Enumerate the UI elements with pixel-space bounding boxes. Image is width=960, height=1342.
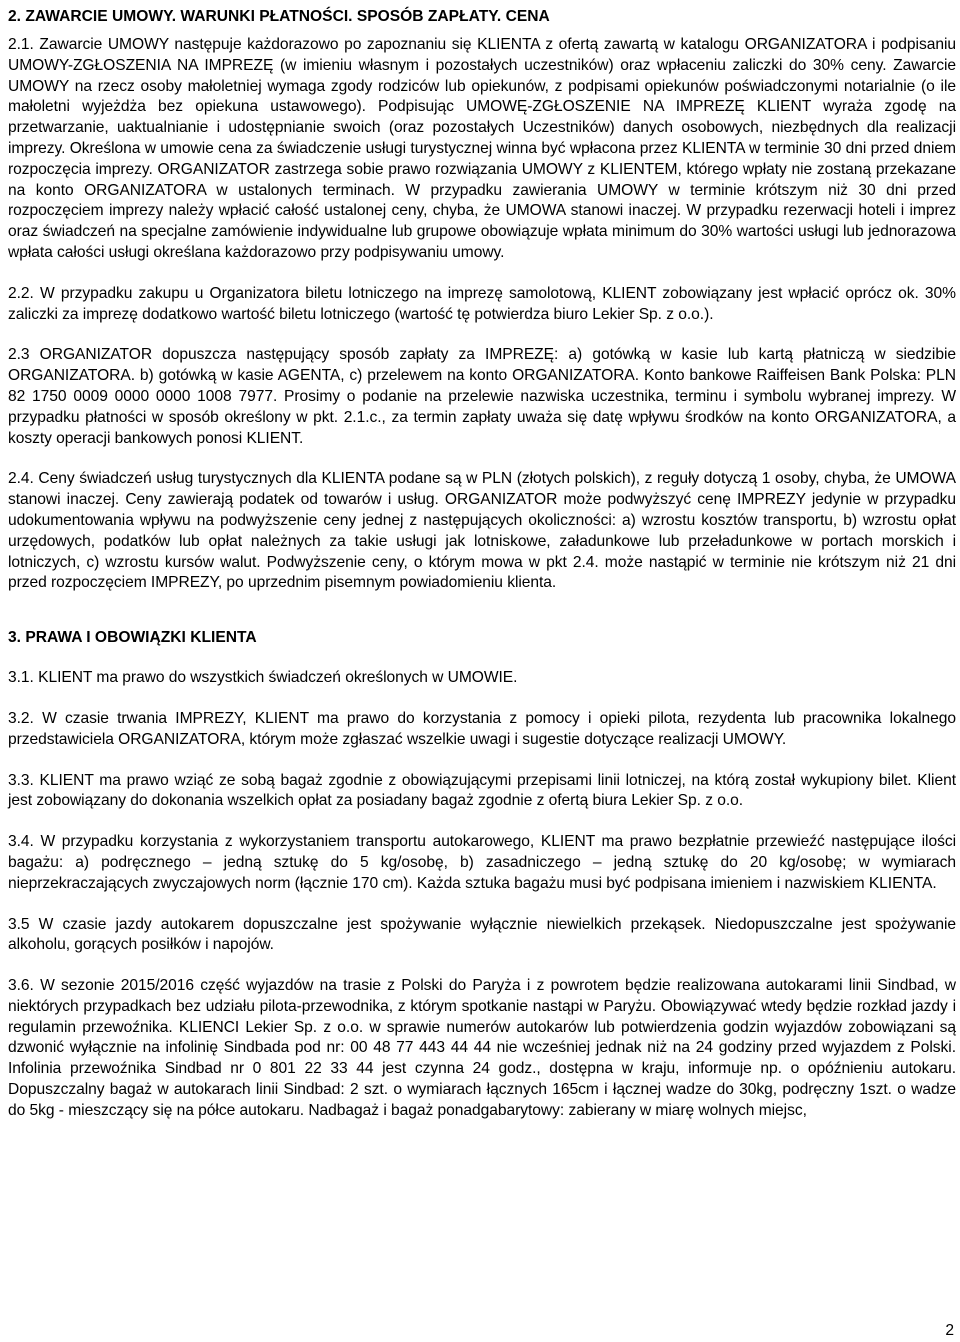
paragraph-2-2: 2.2. W przypadku zakupu u Organizatora biletu lotniczego na imprezę samolotową, KLIENT zobowiązany jest wpłacić oprócz ok. 30% zaliczki za imprezę dodatkowo wartość biletu lotniczego (wartość tę potwierdza biuro Lekier Sp. z o.o.). <box>8 284 956 323</box>
section-2-heading: 2. ZAWARCIE UMOWY. WARUNKI PŁATNOŚCI. SPOSÓB ZAPŁATY. CENA <box>8 8 550 25</box>
paragraph-3-6: 3.6. W sezonie 2015/2016 część wyjazdów na trasie z Polski do Paryża i z powrotem będzie realizowana autokarami linii Sindbad, w niektórych przypadkach bez udziału pilota-przewodnika, z którym spotkanie nastąpi w Paryżu. Obowiązywać wtedy będzie rozkład jazdy i regulamin przewoźnika. KLIENCI Lekier Sp. z o.o. w sprawie numerów autokarów lub potwierdzenia godzin wyjazdów zobowiązani są dzwonić wyłącznie na infolinię Sindbada pod nr: 00 48 77 443 44 44 nie wcześniej jednak niż na 24 godziny przed wyjazdem z Polski. Infolinia przewoźnika Sindbad nr 0 801 22 33 44 jest czynna 24 godz., dostępna w kraju, informuje np. o opóźnieniu autokaru. Dopuszczalny bagaż w autokarach linii Sindbad: 2 szt. o wymiarach łącznych 165cm i łącznej wadze do 30kg, podręczny 1szt. o wadze do 5kg - mieszczący się na półce autokaru. Nadbagaż i bagaż ponadgabarytowy: zabierany w miarę wolnych miejsc, <box>8 977 956 1119</box>
paragraph-3-2: 3.2. W czasie trwania IMPREZY, KLIENT ma prawo do korzystania z pomocy i opieki pilota, rezydenta lub pracownika lokalnego przedstawiciela ORGANIZATORA, którym może zgłaszać wszelkie uwagi i sugestie dotyczące realizacji UMOWY. <box>8 709 956 748</box>
section-3-heading: 3. PRAWA I OBOWIĄZKI KLIENTA <box>8 629 257 647</box>
page-number: 2 <box>945 1322 954 1339</box>
paragraph-3-4: 3.4. W przypadku korzystania z wykorzystaniem transportu autokarowego, KLIENT ma prawo bezpłatnie przewieźć następujące ilości bagażu: a) podręcznego – jedną sztukę do 5 kg/osobę, b) zasadniczego – jedną sztukę do 20 kg/osobę; w wymiarach nieprzekraczających zwyczajowych norm (łącznie 170 cm). Każda sztuka bagażu musi być podpisana imieniem i nazwiskiem KLIENTA. <box>8 833 956 892</box>
paragraph-2-3: 2.3 ORGANIZATOR dopuszcza następujący sposób zapłaty za IMPREZĘ: a) gotówką w kasie lub kartą płatniczą w siedzibie ORGANIZATORA. b) gotówką w kasie AGENTA, c) przelewem na konto ORGANIZATORA. Konto bankowe Raiffeisen Bank Polska: PLN 82 1750 0009 0000 0000 1008 7977. Prosimy o podanie na przelewie nazwiska uczestnika, terminu i symbolu wybranej imprezy. W przypadku płatności w sposób określony w pkt. 2.1.c., za termin zapłaty uważa się datę wpływu środków na konto ORGANIZATORA, a koszty operacji bankowych ponosi KLIENT. <box>8 346 956 447</box>
paragraph-3-1: 3.1. KLIENT ma prawo do wszystkich świadczeń określonych w UMOWIE. <box>8 669 518 687</box>
paragraph-3-3: 3.3. KLIENT ma prawo wziąć ze sobą bagaż zgodnie z obowiązującymi przepisami linii lotniczej, na którą został wykupiony bilet. Klient jest zobowiązany do dokonania wszelkich opłat za posiadany bagaż zgodnie z ofertą biura Lekier Sp. z o.o. <box>8 771 956 810</box>
document-page <box>8 6 956 1122</box>
paragraph-3-5: 3.5 W czasie jazdy autokarem dopuszczalne jest spożywanie wyłącznie niewielkich przekąsek. Niedopuszczalne jest spożywanie alkoholu, gorących posiłków i napojów. <box>8 915 956 954</box>
paragraph-2-1: 2.1. Zawarcie UMOWY następuje każdorazowo po zapoznaniu się KLIENTA z ofertą zawartą w katalogu ORGANIZATORA i podpisaniu UMOWY-ZGŁOSZENIA NA IMPREZĘ (w imieniu własnym i pozostałych uczestników) oraz wpłaceniu zaliczki do 30% ceny. Zawarcie UMOWY na rzecz osoby małoletniej wymaga zgody rodziców lub opiekunów, z podpisami opiekunów poświadczonymi notarialnie (o ile małoletni wyjeżdża bez opiekuna ustawowego). Podpisując UMOWĘ-ZGŁOSZENIE NA IMPREZĘ KLIENT wyraża zgodę na przetwarzanie, uaktualnianie i udostępnianie swoich (oraz pozostałych Uczestników) danych osobowych, niezbędnych dla realizacji imprezy. Określona w umowie cena za świadczenie usługi turystycznej winna być wpłacona przez KLIENTA w terminie 30 dni przed dniem rozpoczęcia imprezy. ORGANIZATOR zastrzega sobie prawo rozwiązania UMOWY z KLIENTEM, którego wpłaty nie zostaną przekazane na konto ORGANIZATORA w ustalonych terminach. W przypadku zawierania UMOWY w terminie krótszym niż 30 dni przed rozpoczęciem imprezy należy wpłacić całość ustalonej ceny, chyba, że UMOWA stanowi inaczej. W przypadku rezerwacji hoteli i imprez oraz świadczeń na specjalne zamówienie indywidualne lub grupowe obowiązuje wpłata minimum do 30% wartości usługi lub jednorazowa wpłata całości usługi określana każdorazowo przy podpisywaniu umowy. <box>8 36 956 261</box>
paragraph-2-4: 2.4. Ceny świadczeń usług turystycznych dla KLIENTA podane są w PLN (złotych polskich), z reguły dotyczą 1 osoby, chyba, że UMOWA stanowi inaczej. Ceny zawierają podatek od towarów i usług. ORGANIZATOR może podwyższyć cenę IMPREZY jedynie w przypadku udokumentowania wpływu na podwyższenie ceny jednej z następujących okoliczności: a) wzrostu kosztów transportu, b) wzrostu opłat urzędowych, podatków lub opłat należnych za takie usługi jak lotniskowe, załadunkowe lub przeładunkowe w portach morskich i lotniczych, c) wzrostu kursów walut. Podwyższenie ceny, o którym mowa w pkt 2.4. może nastąpić w terminie nie krótszym niż 21 dni przed rozpoczęciem IMPREZY, po uprzednim pisemnym powiadomieniu klienta. <box>8 470 956 592</box>
